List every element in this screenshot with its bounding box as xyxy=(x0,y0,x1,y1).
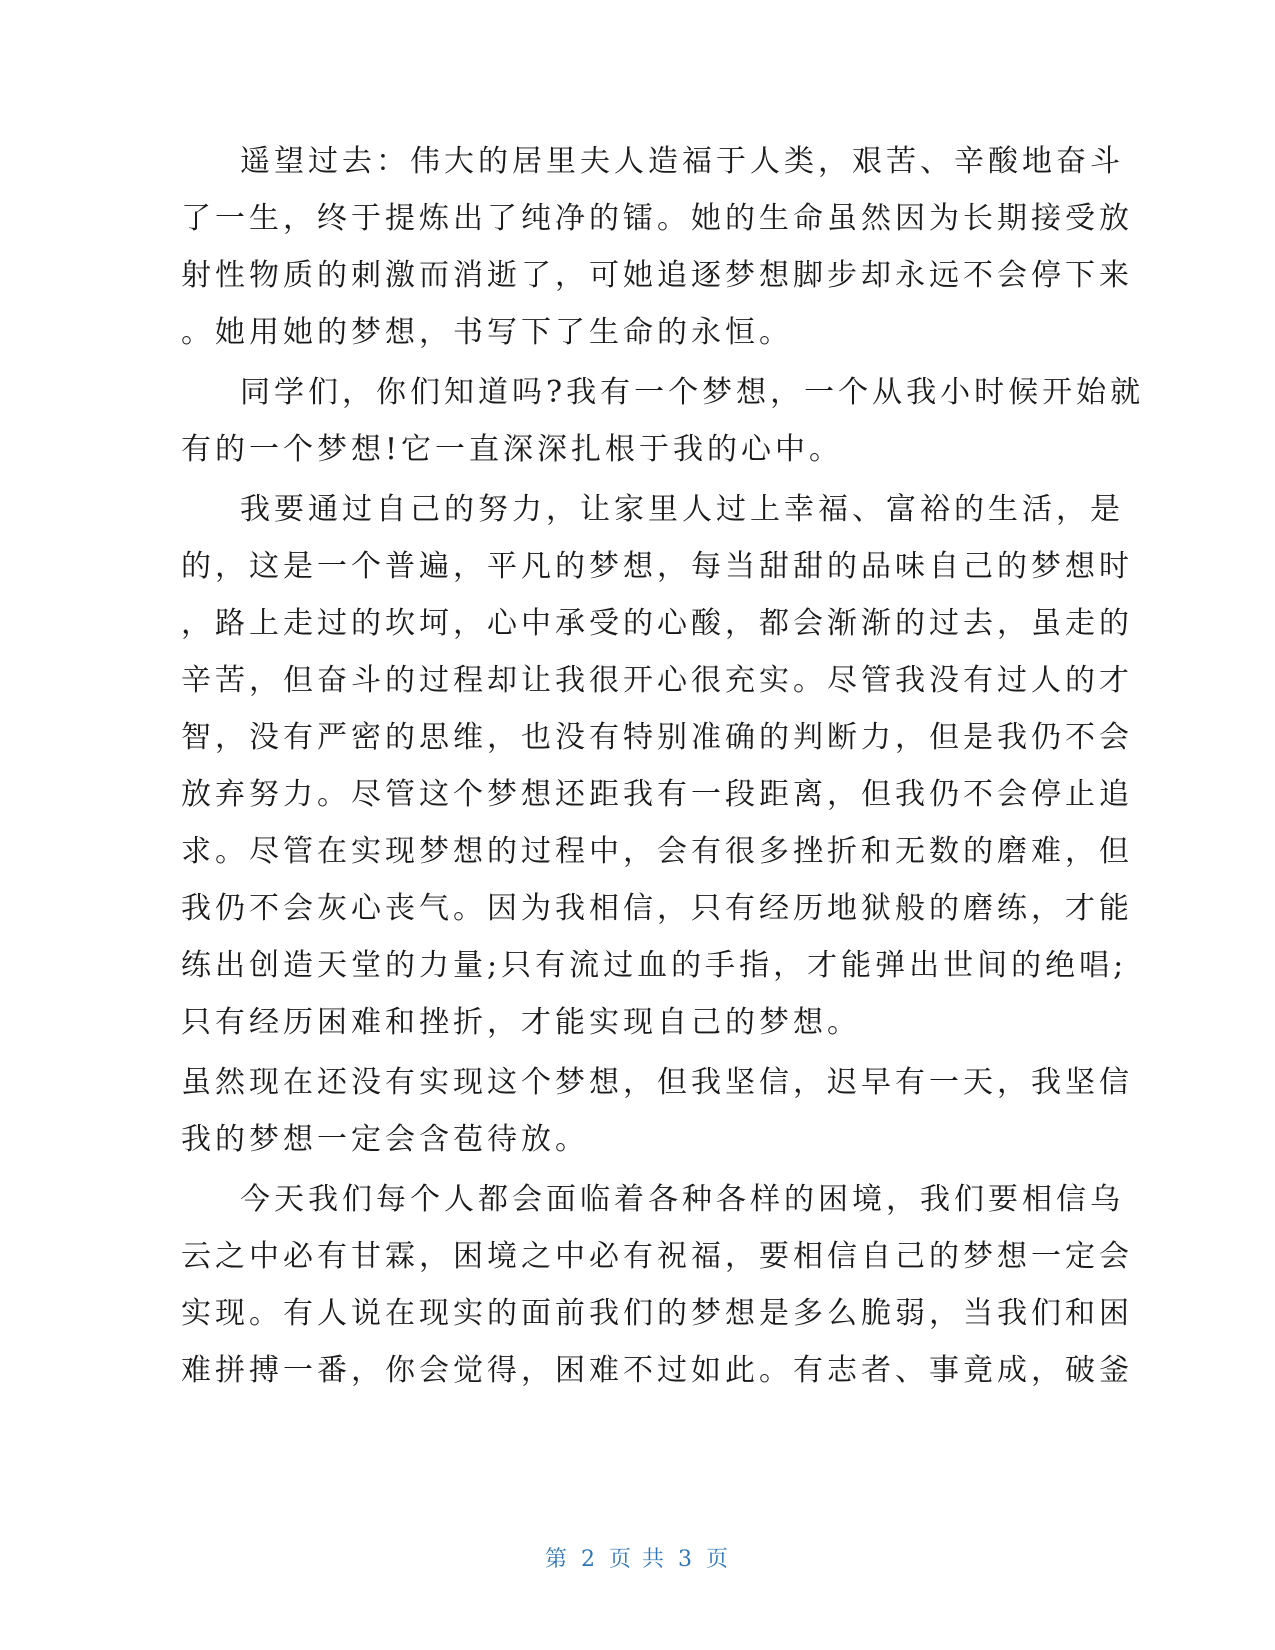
text-line: 射性物质的刺激而消逝了，可她追逐梦想脚步却永远不会停下来 xyxy=(181,258,1133,293)
text-line: 辛苦，但奋斗的过程却让我很开心很充实。尽管我没有过人的才 xyxy=(181,663,1133,698)
text-line: 。她用她的梦想，书写下了生命的永恒。 xyxy=(181,315,793,350)
text-line: 云之中必有甘霖，困境之中必有祝福，要相信自己的梦想一定会 xyxy=(181,1239,1133,1274)
text-line: 实现。有人说在现实的面前我们的梦想是多么脆弱，当我们和困 xyxy=(181,1296,1133,1331)
text-line: 难拼搏一番，你会觉得，困难不过如此。有志者、事竟成，破釜 xyxy=(181,1353,1133,1388)
text-line: 我仍不会灰心丧气。因为我相信，只有经历地狱般的磨练，才能 xyxy=(181,891,1133,926)
text-line: 遥望过去：伟大的居里夫人造福于人类，艰苦、辛酸地奋斗 xyxy=(240,144,1124,179)
text-line: 了一生，终于提炼出了纯净的镭。她的生命虽然因为长期接受放 xyxy=(181,201,1133,236)
text-line: 我要通过自己的努力，让家里人过上幸福、富裕的生活，是 xyxy=(240,492,1124,527)
text-line: 的，这是一个普遍，平凡的梦想，每当甜甜的品味自己的梦想时 xyxy=(181,549,1133,584)
text-line: 放弃努力。尽管这个梦想还距我有一段距离，但我仍不会停止追 xyxy=(181,777,1133,812)
text-line: 虽然现在还没有实现这个梦想，但我坚信，迟早有一天，我坚信 xyxy=(181,1065,1133,1100)
text-line: 今天我们每个人都会面临着各种各样的困境，我们要相信乌 xyxy=(240,1182,1124,1217)
text-line: 有的一个梦想!它一直深深扎根于我的心中。 xyxy=(181,432,844,467)
footer-suffix: 页 xyxy=(706,1547,731,1572)
footer-prefix: 第 xyxy=(544,1547,569,1572)
text-line: 我的梦想一定会含苞待放。 xyxy=(181,1122,589,1157)
text-line: 练出创造天堂的力量;只有流过血的手指，才能弹出世间的绝唱; xyxy=(181,948,1128,983)
text-line: 同学们，你们知道吗?我有一个梦想，一个从我小时候开始就 xyxy=(240,375,1145,410)
footer-total-pages: 3 xyxy=(678,1547,694,1572)
footer-middle: 页 共 xyxy=(609,1547,666,1572)
text-line: 只有经历困难和挫折，才能实现自己的梦想。 xyxy=(181,1005,861,1040)
text-line: ，路上走过的坎坷，心中承受的心酸，都会渐渐的过去，虽走的 xyxy=(181,606,1133,641)
text-line: 智，没有严密的思维，也没有特别准确的判断力，但是我仍不会 xyxy=(181,720,1133,755)
footer-page-number: 2 xyxy=(581,1547,597,1572)
text-line: 求。尽管在实现梦想的过程中，会有很多挫折和无数的磨难，但 xyxy=(181,834,1133,869)
page-footer xyxy=(0,1545,1275,1575)
